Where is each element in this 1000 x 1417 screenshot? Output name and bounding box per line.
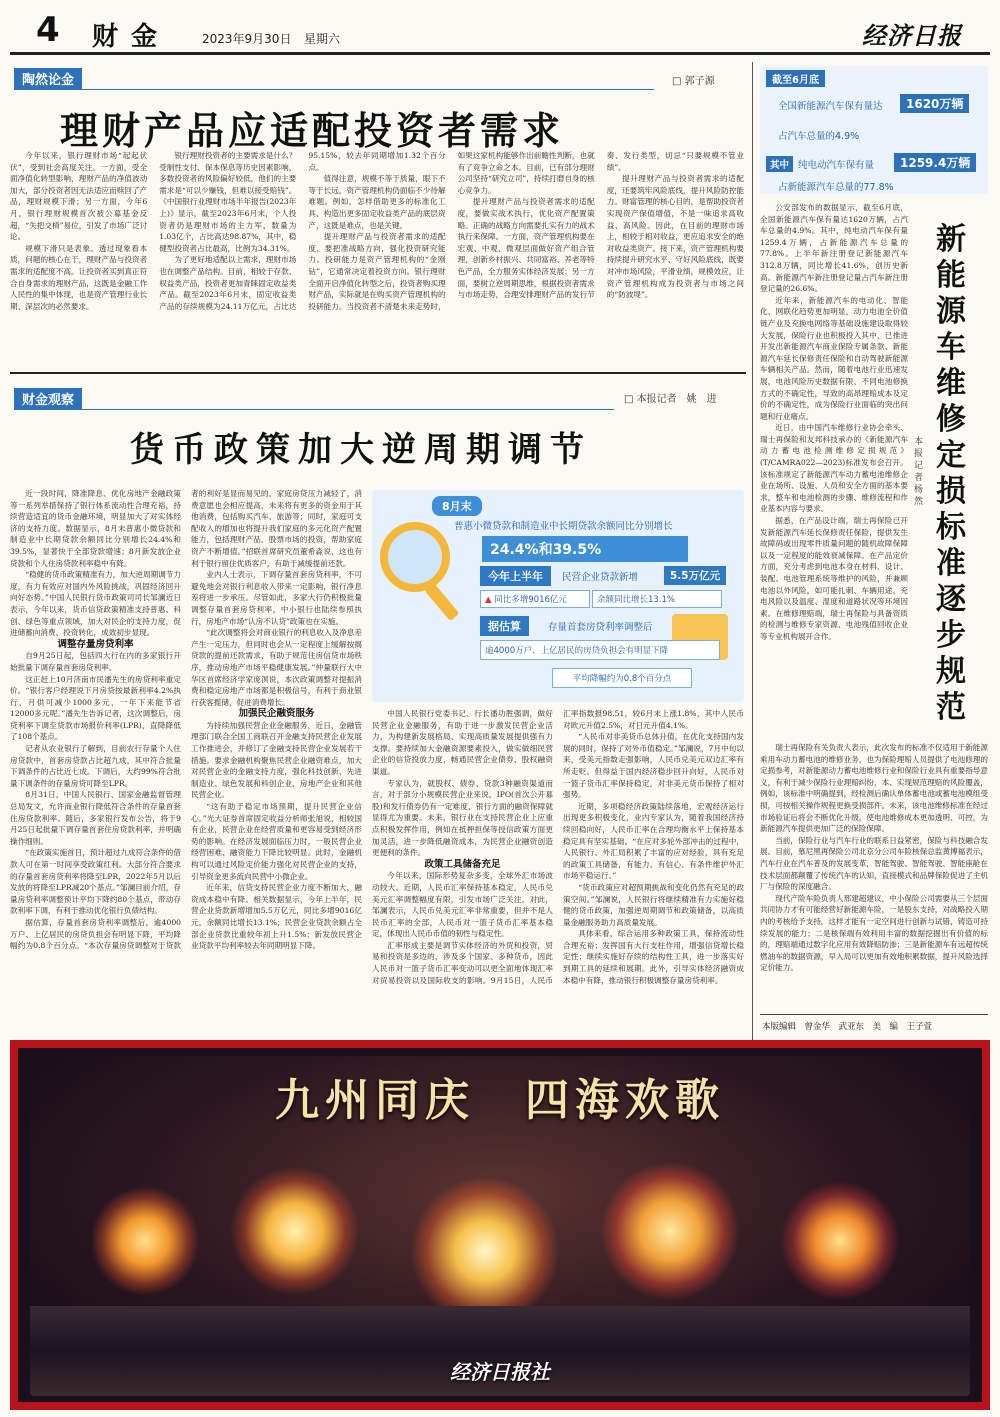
subheading: 加强民企融资服务 bbox=[238, 708, 315, 720]
paragraph: 今年以来，银行理财市场“起起伏伏”，受到社会高度关注。一方面，受全面净值化转型影响，理财产品的净值波动加大，部分投资者因无法适应而赎回了产品，理财规模下滑；另一方面，今年6月，银行理财规模首次被公募基金反超，“失把交椅”易位，引发了市场广泛讨论。 bbox=[10, 151, 148, 242]
stat1-label: 全国新能源汽车保有量达 bbox=[778, 101, 883, 112]
info-line1: 普惠小微贷款和制造业中长期贷款余额同比分别增长 bbox=[454, 521, 673, 532]
paragraph: “稳健的货币政策精准有力，加大逆周期调节力度，有力有效应对国内外风险挑战，巩固经济回升向好态势。”中国人民银行货币政策司司长邹澜近日表示，今年以来，货币信贷政策精准支持普惠、科创、绿色等重点领域，加大对民企的支持力度，促进储蓄向消费、投资转化，成效初步显现。 bbox=[10, 570, 181, 638]
info-heading-1-value: 5.5万亿元 bbox=[664, 566, 726, 585]
paragraph: 为持续加强民营企业金融服务，近日，金融管理部门联合全国工商联召开金融支持民营企业发展工作推进会，并修订了金融支持民营企业发展若干措施。要求金融机构聚焦民营企业融资难点，加大对民营企业的金融支持力度，强化科技创新、先进制造业、绿色发展和科创企业、房地产企业和其他民营企业。 bbox=[191, 720, 362, 800]
headline: 新能源车维修定损标准逐步规范 bbox=[936, 222, 966, 725]
magnifier-handle bbox=[425, 583, 460, 621]
infographic bbox=[372, 490, 744, 702]
ad-title: 九州同庆 四海欢歌 bbox=[275, 1075, 725, 1126]
info-heading-1: 今年上半年 bbox=[480, 566, 551, 586]
paragraph: 提升理财产品与投资者需求的适配度，还要筑牢风险底线，提升风险防控能力。财富管理的核心目的，是帮助投资者实现资产保值增值，不是一味追求高收益、高风险。因此，在目前的理财市场上，相较于相对收益，更应追求安全的绝对收益类资产。接下来，资产管理机构要持续提升研究水平、守好风险底线，既要对冲市场风险，平滑业绩，规模效应，让资产管理机构成为投资者与市场之间的“防波堤”。 bbox=[606, 174, 744, 300]
article-nev-repair bbox=[758, 62, 990, 1042]
sidebar-body-top bbox=[760, 202, 908, 740]
holiday-ad bbox=[10, 1040, 990, 1410]
headline: 理财产品应适配投资者需求 bbox=[60, 108, 565, 153]
stat1-value: 1620万辆 bbox=[900, 94, 969, 113]
paragraph: 银行理财投资者的主要需求是什么？受制性支付、保本保息等历史因素影响，多数投资者的风险偏好较低，他们的主要需求是“可以少赚钱，但难以接受赔钱”。《中国银行业理财市场半年报告(2023年上)》显示，截至2023年6月末，个人投资者仍是理财市场的主力军，数量为1.03亿个，占比高达98.87%，其中，稳健型投资者占比最高，比例为34.31%。 bbox=[159, 151, 297, 253]
sidebar-body-bottom bbox=[760, 742, 988, 1012]
issue-weekday: 星期六 bbox=[304, 32, 341, 46]
info-pct: 24.4%和39.5% bbox=[482, 536, 688, 562]
stat2-share: 占新能源汽车总量的77.8% bbox=[778, 182, 894, 193]
editors-rule bbox=[760, 1014, 988, 1015]
paragraph: 值得注意，规模不等于质量，眼下不等于长远，资产管理机构仍面临不少待解难题。例如，怎样借助更多的标准化工具、构造出更多固定收益类产品的底层资产，这既是难点，也是关键。 bbox=[308, 174, 446, 230]
paragraph: 规模下滑只是表象。透过现象看本质，问题的核心在于，理财产品与投资者需求的适配度不高。让投资者买到真正符合自身需求的理财产品，这既是金融工作人民性的集中体现，也是资产管理行业长期、深层次的必然要求。 bbox=[10, 243, 148, 311]
article-monetary-policy bbox=[10, 378, 746, 1030]
paragraph: 中国人民银行党委书记、行长潘功胜强调，做好民营企业金融服务，有助于进一步激发民营企业活力，为构建新发展格局、实现高质量发展提供强有力支撑。要持续加大金融资源要素投入，做实做细民营企业的信贷投放力度，畅通民营企业债券、股权融资渠道。 bbox=[372, 709, 553, 776]
paragraph: 这正赶上10月济南市民潘先生的房贷利率重定价。“银行客户经理说下月房贷按最新利率4.2%执行，月供可减少1000多元，一年下来能节省12000多元呢。”潘先生告诉记者，这次调整后，房贷利率下调至贷款市场报价利率(LPR)，直降降低了108个基点。 bbox=[10, 674, 181, 742]
paragraph: 具体来看，综合运用多种政策工具，保持流动性合理充裕；发挥国有大行支柱作用，增强信贷增长稳定性；继续实施好存续的结构性工具，进一步落实好到期工具的延续和展期。此外，引导实体经济融资成本稳中有降，推动银行积极调整存量房贷利率。 bbox=[563, 929, 744, 985]
subheading: 调整存量房贷利率 bbox=[57, 638, 134, 650]
byline: □ 本报记者 姚 进 bbox=[624, 394, 717, 405]
page-number: 4 bbox=[36, 10, 60, 50]
info-up-1-text: 同比多增9016亿元 bbox=[494, 595, 567, 605]
paragraph: 近日，由中国汽车维修行业协会牵头、瑞士再保险和友邦科技承办的《新能源汽车动力蓄电池检测维修定损规范》(T/CAMRA022—2023)标准发布会召开。该标准规定了新能源汽车动力蓄电池维修企业在场所、设施、人员和安全方面的基本要求，整车和电池检测的步骤、维修流程和作业基本内容与要求。 bbox=[760, 423, 908, 514]
paragraph: 提升理财产品与投资者需求的适配度，要把准战略方向，强化投资研究能力。投研能力是资产管理机构的“金刚钻”，它通常决定着投资方向。银行理财全面开启净值化转型之后，投资者购买理财产品，实际就是在购买资产管理机构的投研能力。当投资者不清楚未来走势时，如果这家机构能够作出前瞻性判断，也就有了竞争立命之本。目前，已有部分理财公司坚持“研究立司”，持续打磨自身的核心竞争力。 bbox=[308, 151, 595, 311]
info-up-2: 余额同比增长13.1% bbox=[592, 590, 722, 608]
header-rule bbox=[10, 52, 990, 55]
paragraph: 专家认为，就股权、债券、贷款3种融资渠道而言，对于部分小规模民营企业来说，IPO(首次公开募股)和发行债券仍有一定难度，银行方面的融资保障就显得尤为重要。未来，银行业在支持民营企业上应重点积极发挥作用，例如在抵押担保等授信政策方面更加灵活，进一步降低融资成本，为民营企业融资创造更便利的条件。 bbox=[372, 778, 553, 858]
tag-underline bbox=[14, 409, 614, 410]
paragraph: 自9月25日起，包括四大行在内的多家银行开始批量下调存量首套房贷利率。 bbox=[10, 651, 181, 672]
column-tag: 财金观察 bbox=[14, 388, 82, 409]
paragraph: 今年以来，国际形势复杂多变，全球外汇市场波动较大。近期，人民币汇率保持基本稳定，人民币兑美元汇率调整幅度有限，引发市场广泛关注。对此，邹澜表示，人民币兑美元汇率非常重要，但并不是人民币汇率的全部，人民币对一篮子货币汇率基本稳定，体现出人民币币值的韧性与稳定性。 bbox=[372, 871, 553, 939]
info-heading-2: 据估算 bbox=[480, 616, 529, 636]
stat2-value: 1259.4万辆 bbox=[894, 153, 976, 172]
article-body bbox=[10, 150, 744, 362]
paragraph: “在政策实施首日，预计超过九成符合条件的借款人可在第一时间享受政策红利。大部分符合要求的存量首套房贷利率将降至LPR，2022年5月以后发放的将降至LPR减20个基点。”邹澜目前介绍，存量房贷利率调整预计平均下降约80个基点，带动存款利率下调，有利于推动优化银行负债结构。 bbox=[10, 848, 181, 916]
column-divider bbox=[752, 62, 753, 1042]
page-header bbox=[0, 0, 1000, 58]
stat1-share: 占汽车总量的4.9% bbox=[778, 131, 860, 142]
info-line4: 平均降幅约为0.8个百分点 bbox=[552, 668, 692, 688]
editors-credit: 本版编辑 曾金华 武亚东 美 编 王子萱 bbox=[762, 1022, 933, 1032]
stat2-label: 纯电动汽车保有量 bbox=[798, 160, 875, 171]
paragraph: “这有助于稳定市场预期，提升民营企业信心。”光大证券首席固定收益分析师张旭说，相较国有企业，民营企业在经营质量和更容易受到经济形势的影响。在经济发展面临压力时，一般民营企业经营困难、融资能力下降比较明显。此时，金融机构可以通过风险定价能力强化对民营企业的支持，引导资金更多流向民营中小微企业。 bbox=[191, 802, 362, 881]
paragraph: 为了更好地适配以上需求，理财市场也在调整产品结构。目前，相较于存款、权益类产品，投资者更加青睐固定收益类产品。截至2023年6月末，固定收益类产品的存续规模为24.11万亿元，占比达95.15%，较去年同期增加1.32个百分点。 bbox=[159, 151, 446, 311]
headline: 货币政策加大逆周期调节 bbox=[130, 430, 592, 470]
ad-signature: 经济日报社 bbox=[450, 1360, 550, 1384]
article-wealth-products bbox=[10, 62, 746, 370]
masthead-logo: 经济日报 bbox=[862, 21, 962, 50]
column-tag: 陶然论金 bbox=[14, 68, 82, 89]
paragraph: “此次调整将会对商业银行的利息收入及净息差产生一定压力，但同时也会从一定程度上缓解按揭贷款的提前还款需求，有助于规范住房信贷市场秩序，推动房地产市场平稳健康发展。”仲量联行大中华区首席经济学家庞溟说，本次政策调整对提振消费和稳定房地产市场都是积极信号，有利于商业银行获客揽储，促进消费增长。 bbox=[191, 628, 362, 707]
paragraph: 公安部发布的数据显示，截至6月底，全国新能源汽车保有量达1620万辆，占汽车总量的4.9%。其中，纯电动汽车保有量1259.4万辆，占新能源汽车总量的77.8%。上半年新注册登记新能源汽车312.8万辆，同比增长41.6%，创历史新高。新能源汽车新注册登记量占汽车新注册登记量的26.6%。 bbox=[760, 203, 908, 294]
magnifier-icon bbox=[380, 522, 450, 592]
info-heading-1-text: 民营企业贷款新增 bbox=[562, 572, 639, 583]
paragraph: “货币政策应对超预期挑战和变化仍然有充足的政策空间。”邹澜说，人民银行将继续精准有力实施好稳健的货币政策，加强逆周期调节和政策储备，以高质量金融服务助力高质量发展。 bbox=[563, 882, 744, 927]
paragraph: 汇率形成主要是调节实体经济的外贸和投资，贸易和投资是多边的，涉及多个国家、多种货币，因此人民币对一篮子货币汇率变动可以更全面地体现汇率对贸易投资以及国际收支的影响。9月15日，人民币汇率指数报98.51，较6月末上涨1.8%，其中人民币对欧元升值2.5%，对日元升值4.1%。 bbox=[372, 709, 744, 985]
article-body-right bbox=[372, 708, 744, 1028]
firework bbox=[600, 1161, 740, 1301]
paragraph: 瑞士再保险有关负责人表示，此次发布的标准不仅适用于新能源乘用车动力蓄电池的维修业务，也为保险理赔人员提供了电池修理的定损参考，对新能源动力蓄电池维修行业和保险行业具有重要指导意义，有利于减少保险行业理赔纠纷，本、实现规范理赔的风险覆盖，例如，该标准中明确提到，经检测后确认单体蓄电池或蓄电池模组受损，可按相关操作规程更换受损部件。未来，该电池维修标准在经过市场验证后将会不断优化升级，使电池维修成本更加透明、可控，为新能源汽车提供更加广泛的保险保障。 bbox=[760, 743, 988, 834]
paragraph: 据估算，存量首套房贷利率调整后，逾4000万户、上亿居民的房贷负担会有明显下降，平均降幅约为0.8个百分点。“本次存量房贷调整对于贷款者的利好是显而易见的。家庭房贷压力减轻了，消费意愿也会相应提高，未来将有更多的资金用于其他消费，包括购买汽车、旅游等；同时，家庭可支配收入的增加也将提升我们家庭的多元化资产配置能力，包括理财产品、股票市场的投资，帮助家庭资产不断增值。”招联首席研究员董希淼说，这也有利于银行留住优质客户，有助于减缓提前还款。 bbox=[10, 489, 362, 951]
article-body-left bbox=[10, 488, 362, 1028]
firework bbox=[90, 1186, 200, 1296]
paragraph: 记者从农业银行了解到，目前农行存量个人住房贷款中，首套房贷款占比超九成，其中符合批量下调条件的占比近七成。下调后，大约99%符合批量下调条件的存量房贷可降至LPR。 bbox=[10, 744, 181, 788]
stat2-prefix: 其中 bbox=[766, 156, 793, 172]
paragraph: 8月31日，中国人民银行、国家金融监督管理总局发文，允许商业银行降低符合条件的存量首套住房贷款利率。随后，多家银行发布公告，将于9月25日起批量下调存量首套住房贷款利率，并明确操作细则。 bbox=[10, 790, 181, 846]
stats-tag: 截至6月底 bbox=[766, 70, 825, 87]
issue-date: 2023年9月30日 bbox=[202, 32, 292, 46]
firework bbox=[410, 1176, 560, 1326]
info-heading-2-text: 存量首套房贷利率调整后 bbox=[548, 622, 653, 633]
firework bbox=[230, 1166, 360, 1296]
stats-panel bbox=[760, 66, 988, 194]
paragraph: 近年来，信贷支持民营企业力度不断加大，融资成本稳中有降。相关数据显示，今年上半年，民营企业贷款新增增加5.5万亿元，同比多增9016亿元，余额同比增长13.1%；民营企业贷款余额占全部企业贷款比重较年初上升1.5%；新发放民营企业贷款平均利率较去年同期明显下降。 bbox=[191, 883, 362, 951]
paragraph: 据悉，在产品设计端，瑞士再保险已开发新能源汽车延长保修责任保险，提供发生故障码或出现零件质量问题的随机故障保障以及一定程度的能效衰减保障。在产品定价方面，充分考虑到电池本身在材料、设计、装配、电池管理系统等维护的风险，并兼顾电池以外风险，如可能扎刺、车辆用途、充电风险以及温度、湿度和道路状况等环境因素。在维修理赔端，瑞士再保险与具备资质的检测与维修专家资源、电池残值回收企业等专业机构展开合作。 bbox=[760, 516, 908, 641]
ad-inner bbox=[30, 1056, 970, 1396]
info-month: 8月末 bbox=[432, 496, 482, 516]
paragraph: 业内人士表示，下调存量首套房贷利率，不可避免地会对银行利息收入带来一定影响，银行净息差将进一步承压。尽管如此，多家大行仍积极批量调整存量首套房贷利率，中小银行也陆续参照执行，房地产市场“认房不认贷”政策也在实施。 bbox=[191, 570, 362, 626]
paragraph: 现代产险车险负责人邢建超建议，中小保险公司需要从三个层面共同协力才有可能经营好新能源车险，一是股东支持，对战略投入期内的考核给予支持，这样才能有一定空间进行创新与试错，铸造可持续发展的能力；二是核保端有效利用丰富的数据挖掘出有价值的标的，理赔端通过数字化应用有效降赔防渗；三是新能源车有远超传统燃油车的数据资源，早入局可以更加有效地积累数据，提升风险选择定价能力。 bbox=[760, 893, 988, 973]
paragraph: 当前，保险行业与汽车行业的联系日益紧密，保险与科技融合发展。目前，慕尼黑再保险公司北京分公司车险核保总监黄博福表示，汽车行业在汽车普及的发展变革，智能驾驶、智能驾驶、智能座舱在技术层面都颠覆了传统汽车的认知，直接模式和品牌保险促进了主机厂与保险的深度融合。 bbox=[760, 835, 988, 892]
paragraph: 近年来，新能源汽车的电动化、智能化、网联化趋势更加明显，动力电池全价值链产业及充换电网络等基础设施建设取得较大发展，保险行业也积极投入其中，已推进开发出新能源汽车商业保险专属条款、新能源汽车延长保修责任保险和自动驾驶新能源车辆相关产品。然而，随着电池行业迅速发展，电池风险历史数据有限、不同电池修换方式的不确定性，导致的高昂理赔成本及定价的不确定性，成为保险行业面临的突出问题和行业痛点。 bbox=[760, 295, 908, 421]
section-name: 财 金 bbox=[92, 22, 160, 52]
paragraph: 提升理财产品与投资者需求的适配度，要做实战术执行，优化资产配置策略。正确的战略方向需要扎实有力的战术执行来保障。一方面，资产管理机构要在宏观、中观、微观层面做好资产组合管理，创新乡村振兴、共同富裕、养老等特色产品，全方服务实体经济发展；另一方面，要树立逆周期思维，根据投资者需求与市场走势，合理安排理财产品的发行节奏、发行类型，切忌“只要规模不管业绩”。 bbox=[457, 151, 744, 300]
paragraph: 近一段时间，降准降息、优化房地产金融政策等一系列举措保持了银行体系流动性合理充裕，持续营造适宜的货币金融环境，明显加大了对实体经济的支持力度。数据显示，8月末普惠小微贷款和制造业中长期贷款余额同比分别增长24.4%和39.5%，显著快于全部贷款增速；8月新发放企业贷款和个人住房贷款利率稳中有降。 bbox=[10, 489, 181, 568]
subheading: 政策工具储备充足 bbox=[424, 858, 501, 870]
up-arrow-icon: ▲ bbox=[485, 595, 492, 605]
tag-underline bbox=[14, 89, 654, 90]
paragraph: “人民币对非美货币总体升值，在优化支持国内发展的同时，保持了对外币值稳定。”邹澜说，7月中旬以来，受美元指数走强影响，人民币兑美元双边汇率有所走贬。但得益于国内经济稳步回升向好，人民币对一篮子货币汇率保持稳定，对非美元货币保持了相对强势。 bbox=[563, 732, 744, 800]
byline: 本报记者 杨 然 bbox=[914, 437, 933, 507]
paragraph: 近期，多项稳经济政策陆续落地，宏观经济运行出现更多积极变化，业内专家认为，随着我国经济持续回稳向好，人民币汇率在合理均衡水平上保持基本稳定具有坚实基础。“在应对多轮外部冲击的过程中，人民银行、外汇局积累了丰富的应对经验，具有充足的政策工具储备，有能力、有信心、有条件维护外汇市场平稳运行。” bbox=[563, 801, 744, 881]
info-line3: 逾4000万户、上亿居民的房贷负担会有明显下降 bbox=[480, 640, 720, 660]
byline: □ 郭子源 bbox=[672, 76, 715, 87]
firework bbox=[780, 1181, 900, 1301]
info-up-1 bbox=[480, 590, 590, 608]
section-divider bbox=[10, 372, 746, 374]
